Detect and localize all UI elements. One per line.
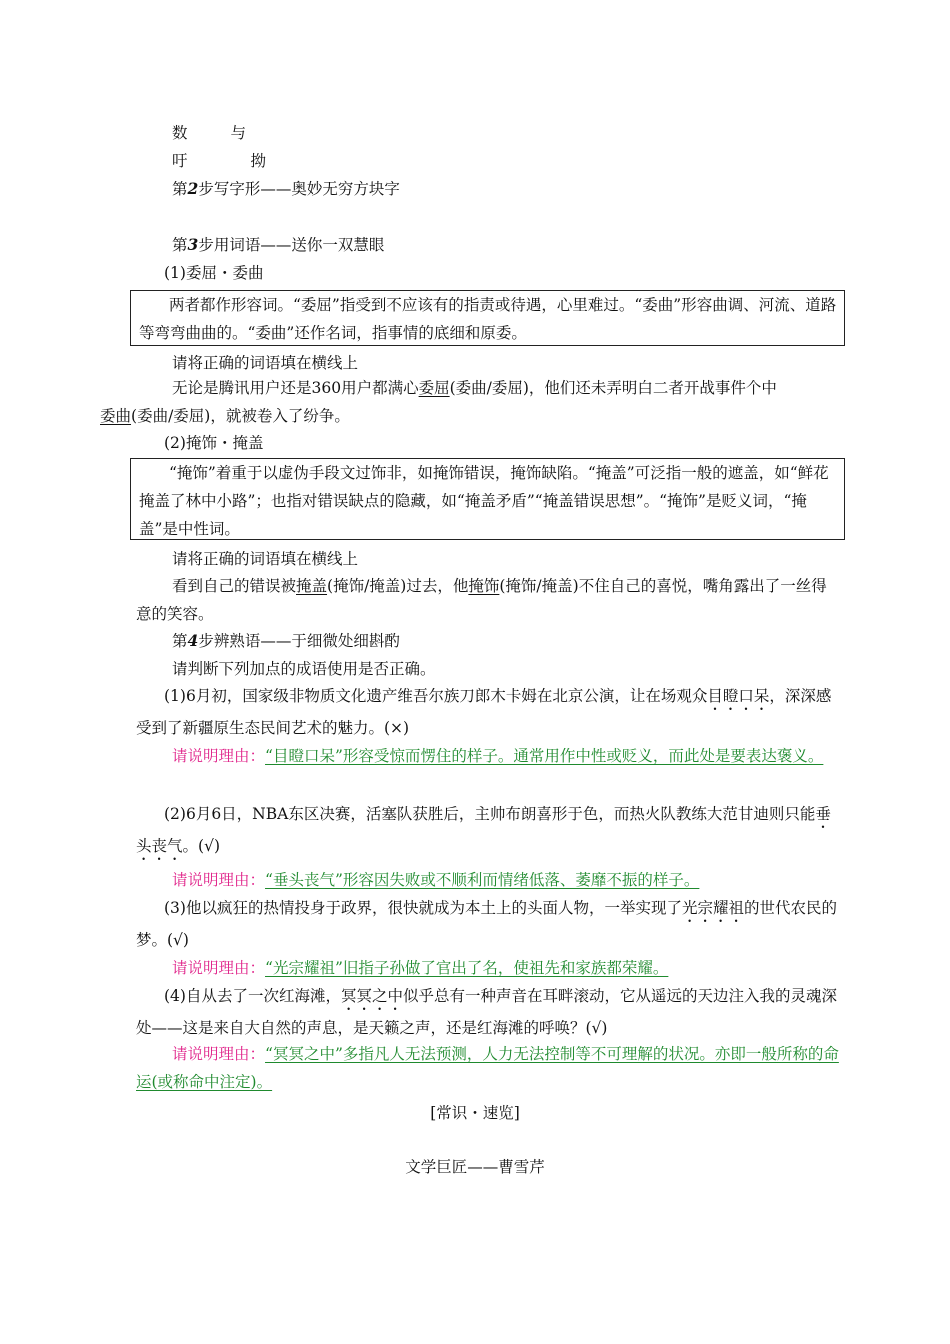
- step-pre: 第: [172, 632, 188, 650]
- dotted-idiom: 垂头丧气: [136, 805, 831, 855]
- question-text: (委曲/委屈)，他们还未弄明白二者开战事件个中: [449, 379, 777, 397]
- step3-heading: [172, 234, 384, 256]
- answer-blank: 委屈: [418, 379, 450, 397]
- section-label: [常识・速览]: [430, 1104, 520, 1122]
- reason-label: 请说明理由：: [172, 871, 266, 889]
- step-pre: 第: [172, 236, 188, 254]
- step-num: 4: [187, 631, 199, 650]
- dotted-idiom: 目瞪口呆: [707, 687, 770, 705]
- reason-4: [136, 1040, 841, 1096]
- word-pair-2: [172, 150, 266, 172]
- reason-2: [136, 866, 841, 894]
- pair2-definition-box: [130, 458, 845, 540]
- idiom-item-1: [136, 682, 841, 742]
- step4-heading: [172, 630, 400, 652]
- reason-label: 请说明理由：: [172, 959, 266, 977]
- question-text: (委曲/委屈)，就被卷入了纷争。: [131, 407, 350, 425]
- question-text: (掩饰/掩盖)过去，他: [327, 577, 469, 595]
- dotted-idiom: 冥冥之中: [340, 987, 403, 1005]
- pair2-definition-text: “掩饰”着重于以虚伪手段文过饰非，如掩饰错误，掩饰缺陷。“掩盖”可泛指一般的遮盖，如“鲜花掩盖了林中小路”；也指对错误缺点的隐藏，如“掩盖矛盾”“掩盖错误思想”。“掩饰”是贬义词，“掩盖”是中性词。: [139, 464, 829, 538]
- step2-heading: [172, 178, 400, 200]
- pair1-definition-box: [130, 290, 845, 346]
- char-b: 拗: [250, 152, 266, 170]
- answer-blank: 委曲: [100, 407, 132, 425]
- reason-text: “冥冥之中”多指凡人无法预测，人力无法控制等不可理解的状况。亦即一般所称的命运(或称命中注定)。: [136, 1045, 839, 1091]
- step-pre: 第: [172, 180, 188, 198]
- pair2-heading: (2)掩饰・掩盖: [164, 434, 264, 452]
- item-text: (1)6月初，国家级非物质文化遗产维吾尔族刀郎木卡姆在北京公演，让在场观众: [164, 687, 708, 705]
- item-text: ，深深感受到了新疆原生态民间艺术的魅力。(×): [136, 687, 832, 737]
- step-num: 3: [187, 235, 199, 254]
- answer-blank: 掩饰: [468, 577, 500, 595]
- pair1-definition-text: 两者都作形容词。“委屈”指受到不应该有的指责或待遇，心里难过。“委曲”形容曲调、河流、道路等弯弯曲曲的。“委曲”还作名词，指事情的底细和原委。: [139, 296, 837, 342]
- question-text: 看到自己的错误被: [172, 577, 297, 595]
- reason-label: 请说明理由：: [172, 747, 266, 765]
- pair2-instruction: 请将正确的词语填在横线上: [172, 550, 359, 568]
- word-pair-1: [172, 122, 246, 144]
- step-post: 步辨熟语——于细微处细斟酌: [198, 632, 400, 650]
- idiom-item-4: [136, 982, 841, 1042]
- item-text: (2)6月6日，NBA东区决赛，活塞队获胜后，主帅布朗喜形于色，而热火队教练大范甘迪则只能: [164, 805, 816, 823]
- reason-label: 请说明理由：: [172, 1045, 266, 1063]
- reason-text: “目瞪口呆”形容受惊而愣住的样子。通常用作中性或贬义，而此处是要表达褒义。: [265, 747, 824, 765]
- dotted-idiom: 光宗耀祖: [681, 899, 744, 917]
- step-post: 步写字形——奥妙无穷方块字: [198, 180, 400, 198]
- idiom-item-2: [136, 800, 841, 864]
- item-text: 似乎总有一种声音在耳畔滚动，它从遥远的天边注入我的灵魂深处——这是来自大自然的声息，是天籁之声，还是红海滩的呼唤？(√): [136, 987, 837, 1037]
- item-text: (4)自从去了一次红海滩，: [164, 987, 341, 1005]
- pair1-heading: (1)委屈・委曲: [164, 264, 264, 282]
- char-a: 吁: [172, 152, 188, 170]
- item-text: (3)他以疯狂的热情投身于政界，很快就成为本土上的头面人物，一举实现了: [164, 899, 682, 917]
- char-b: 与: [230, 124, 246, 142]
- judge-instruction: 请判断下列加点的成语使用是否正确。: [172, 660, 436, 678]
- step-post: 步用词语——送你一双慧眼: [198, 236, 385, 254]
- question-text: 无论是腾讯用户还是360用户都满心: [172, 379, 419, 397]
- reason-text: “光宗耀祖”旧指子孙做了官出了名，使祖先和家族都荣耀。: [265, 959, 669, 977]
- question-text: (掩饰/掩盖)不住自己的喜悦，嘴角露出了一丝得意的笑容。: [136, 577, 827, 623]
- idiom-item-3: [136, 894, 841, 954]
- reason-text: “垂头丧气”形容因失败或不顺利而情绪低落、萎靡不振的样子。: [265, 871, 700, 889]
- pair2-question: [136, 572, 841, 628]
- pair1-instruction: 请将正确的词语填在横线上: [172, 354, 359, 372]
- char-a: 数: [172, 124, 188, 142]
- item-text: 。(√): [182, 837, 220, 855]
- answer-blank: 掩盖: [296, 577, 328, 595]
- item-text: 的世代农民的梦。(√): [136, 899, 837, 949]
- pair1-question: [100, 374, 841, 430]
- subtitle: 文学巨匠——曹雪芹: [405, 1158, 545, 1176]
- reason-3: [136, 954, 841, 982]
- step-num: 2: [187, 179, 199, 198]
- reason-1: [136, 742, 841, 770]
